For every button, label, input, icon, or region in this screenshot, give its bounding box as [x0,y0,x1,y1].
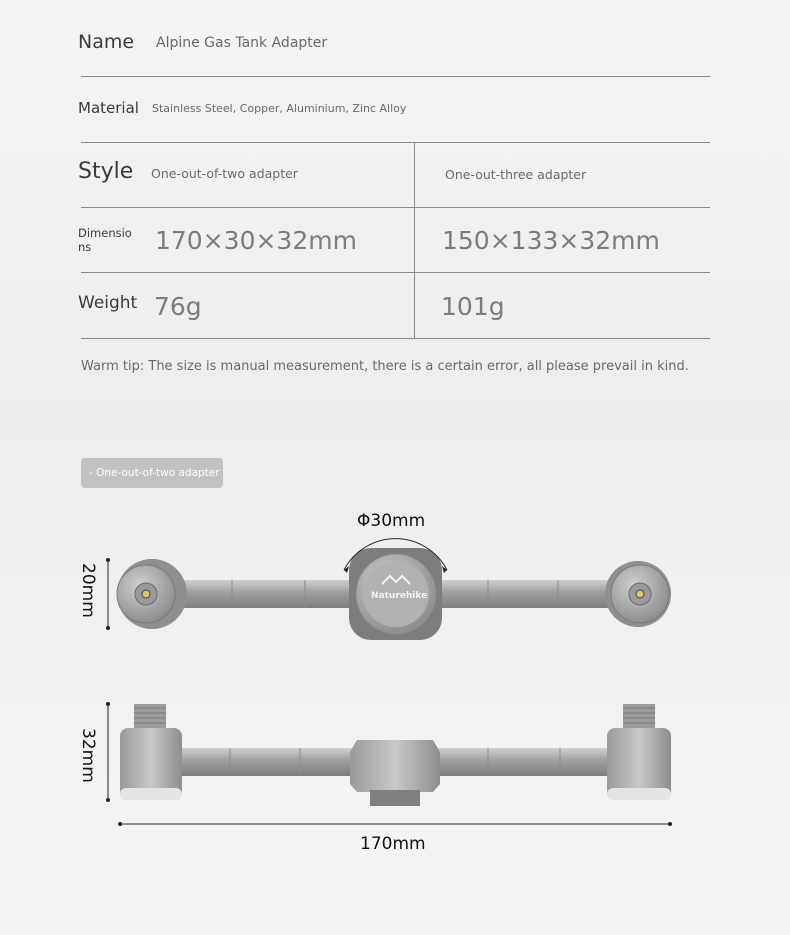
top-view-adapter [117,539,671,640]
weight-label: Weight [78,293,138,313]
material-value: Stainless Steel, Copper, Aluminium, Zinc Alloy [152,102,407,115]
brand-logo-text: Naturehike [371,591,428,601]
style-b-value: One-out-three adapter [445,167,587,182]
dimensions-b-value: 150×133×32mm [442,226,660,255]
material-label: Material [78,99,139,117]
name-label: Name [78,31,135,53]
warm-tip: Warm tip: The size is manual measurement, there is a certain error, all please prevail in kind. [81,359,689,374]
dimensions-a-value: 170×30×32mm [155,226,357,255]
side-view-adapter [120,704,671,806]
weight-b-value: 101g [441,292,505,321]
height-top-label: 20mm [78,563,98,618]
style-label: Style [78,159,134,184]
height-side-label: 32mm [78,728,98,783]
length-label: 170mm [360,834,426,854]
name-value: Alpine Gas Tank Adapter [156,35,328,51]
dimensions-label-line2: ns [78,240,92,254]
variant-tag: - One-out-of-two adapter [81,458,223,488]
style-a-value: One-out-of-two adapter [151,166,298,181]
diameter-label: Φ30mm [357,511,426,531]
dimensions-label-line1: Dimensio [78,226,132,240]
weight-a-value: 76g [154,292,202,321]
